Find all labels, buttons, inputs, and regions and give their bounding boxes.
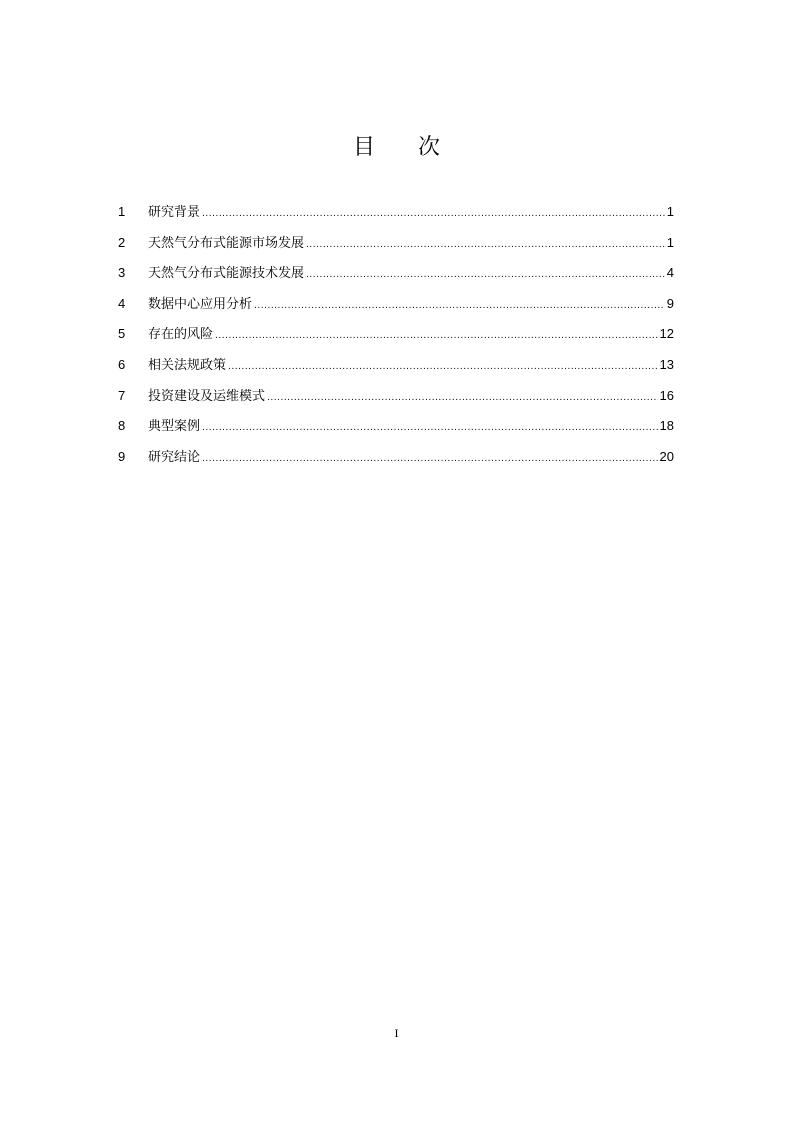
toc-entry-number: 1 (118, 204, 126, 219)
toc-entry-title[interactable]: 相关法规政策 (148, 357, 227, 373)
toc-dot-leader (202, 447, 658, 471)
toc-entry-title[interactable]: 典型案例 (148, 419, 201, 435)
toc-entry-number: 9 (118, 448, 126, 464)
toc-entry-number: 2 (118, 234, 126, 250)
toc-entry-title[interactable]: 投资建设及运维模式 (148, 388, 266, 404)
toc-entry-page[interactable]: 16 (659, 387, 674, 403)
toc-entry-page[interactable]: 20 (659, 448, 674, 464)
toc-entry-page[interactable]: 13 (659, 356, 674, 372)
toc-dot-leader (306, 263, 665, 287)
toc-entry-title[interactable]: 天然气分布式能源技术发展 (148, 266, 305, 282)
toc-entry-title[interactable]: 数据中心应用分析 (148, 296, 253, 312)
toc-dot-leader (267, 386, 658, 410)
page-number-footer: I (394, 1026, 399, 1040)
toc-entry-page[interactable]: 1 (666, 204, 674, 219)
toc-dot-leader (215, 324, 658, 348)
toc-entry[interactable] (118, 292, 674, 323)
toc-dot-leader (202, 416, 658, 440)
toc-entry-number: 6 (118, 356, 126, 372)
table-of-contents (118, 200, 674, 475)
toc-entry-page[interactable]: 12 (659, 326, 674, 342)
toc-entry[interactable] (118, 200, 674, 231)
toc-entry[interactable] (118, 261, 674, 292)
toc-entry-title[interactable]: 研究背景 (148, 205, 201, 220)
toc-entry-page[interactable]: 1 (666, 234, 674, 250)
toc-dot-leader (254, 294, 665, 318)
toc-dot-leader (306, 233, 665, 257)
toc-entry[interactable] (118, 322, 674, 353)
toc-entry[interactable] (118, 445, 674, 476)
page-title: 目 次 (353, 135, 458, 160)
toc-entry[interactable] (118, 353, 674, 384)
toc-entry-title[interactable]: 研究结论 (148, 449, 201, 465)
toc-entry-title[interactable]: 天然气分布式能源市场发展 (148, 235, 305, 251)
toc-entry-page[interactable]: 4 (666, 265, 674, 281)
toc-entry[interactable] (118, 414, 674, 445)
toc-dot-leader (202, 202, 665, 226)
toc-entry-page[interactable]: 18 (659, 418, 674, 434)
toc-entry-number: 7 (118, 387, 126, 403)
toc-entry-title[interactable]: 存在的风险 (148, 327, 214, 343)
toc-entry-number: 8 (118, 418, 126, 434)
toc-dot-leader (228, 355, 658, 379)
toc-entry-page[interactable]: 9 (666, 295, 674, 311)
toc-entry-number: 4 (118, 295, 126, 311)
toc-entry-number: 3 (118, 265, 126, 281)
toc-entry-number: 5 (118, 326, 126, 342)
toc-entry[interactable] (118, 384, 674, 415)
toc-entry[interactable] (118, 231, 674, 262)
